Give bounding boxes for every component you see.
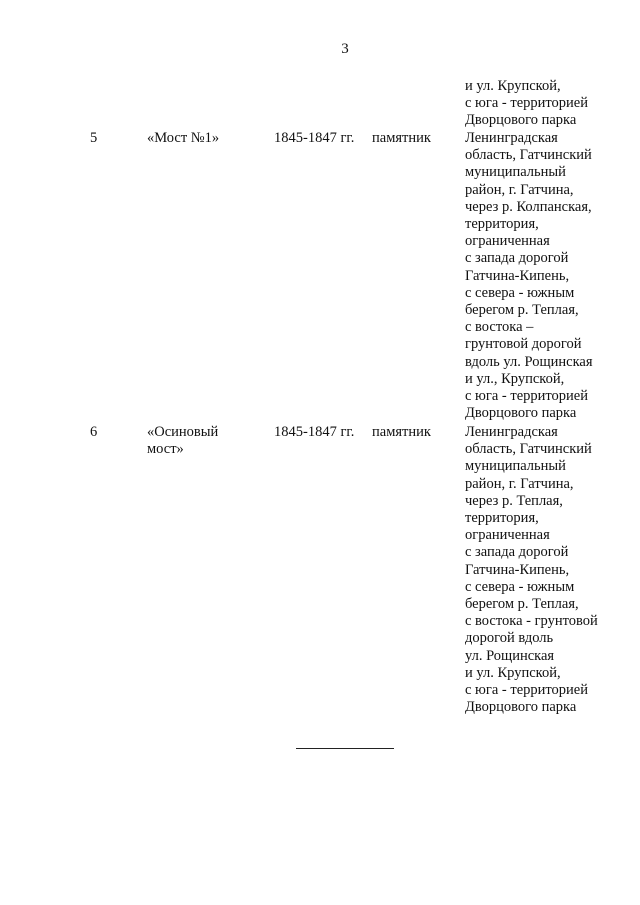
location-line: Ленинградская: [465, 424, 558, 440]
location-line: и ул. Крупской,: [465, 78, 561, 94]
end-separator-line: [296, 748, 394, 749]
location-line: Дворцового парка: [465, 405, 577, 422]
location-line: берегом р. Теплая,: [465, 596, 579, 613]
object-location: [465, 130, 637, 422]
object-category: памятник: [372, 130, 431, 146]
location-line: берегом р. Теплая,: [465, 302, 579, 319]
location-line: Гатчина-Кипень,: [465, 561, 570, 578]
location-line: и ул., Крупской,: [465, 370, 565, 387]
location-line: муниципальный: [465, 164, 566, 181]
location-line: с севера - южным: [465, 284, 575, 301]
row-number: 6: [90, 424, 98, 440]
location-line: Дворцового парка: [465, 112, 577, 129]
location-line: ул. Рощинская: [465, 647, 555, 664]
continued-location-cell: [465, 78, 635, 130]
location-line: дорогой вдоль: [465, 630, 554, 647]
location-line: область, Гатчинский: [465, 147, 592, 164]
object-name-line: «Осиновый: [147, 424, 219, 440]
location-line: с востока - грунтовой: [465, 613, 598, 630]
location-line: через р. Колпанская,: [465, 198, 592, 215]
location-line: область, Гатчинский: [465, 441, 592, 458]
location-line: грунтовой дорогой: [465, 336, 582, 353]
location-line: район, г. Гатчина,: [465, 181, 574, 198]
row-number: 5: [90, 130, 98, 146]
location-line: вдоль ул. Рощинская: [465, 353, 593, 370]
object-category: памятник: [372, 424, 431, 440]
location-line: с севера - южным: [465, 578, 575, 595]
object-name: [147, 424, 257, 458]
location-line: с запада дорогой: [465, 544, 569, 561]
object-date: 1845-1847 гг.: [274, 130, 355, 146]
object-name-line: «Мост №1»: [147, 130, 220, 146]
location-line: Ленинградская: [465, 130, 558, 146]
page-number: 3: [341, 41, 349, 57]
location-line: с юга - территорией: [465, 95, 588, 112]
location-line: через р. Теплая,: [465, 492, 563, 509]
object-date: 1845-1847 гг.: [274, 424, 355, 440]
location-line: с юга - территорией: [465, 388, 588, 405]
location-line: с юга - территорией: [465, 682, 588, 699]
location-line: территория,: [465, 510, 539, 527]
location-line: район, г. Гатчина,: [465, 475, 574, 492]
location-line: с запада дорогой: [465, 250, 569, 267]
location-line: с востока –: [465, 319, 534, 336]
location-line: ограниченная: [465, 233, 550, 250]
location-line: территория,: [465, 216, 539, 233]
object-name-line: мост»: [147, 441, 184, 458]
object-location: [465, 424, 637, 716]
location-line: ограниченная: [465, 527, 550, 544]
location-line: муниципальный: [465, 458, 566, 475]
location-line: Дворцового парка: [465, 699, 577, 716]
location-line: и ул. Крупской,: [465, 664, 561, 681]
location-line: Гатчина-Кипень,: [465, 267, 570, 284]
object-name: [147, 130, 257, 147]
